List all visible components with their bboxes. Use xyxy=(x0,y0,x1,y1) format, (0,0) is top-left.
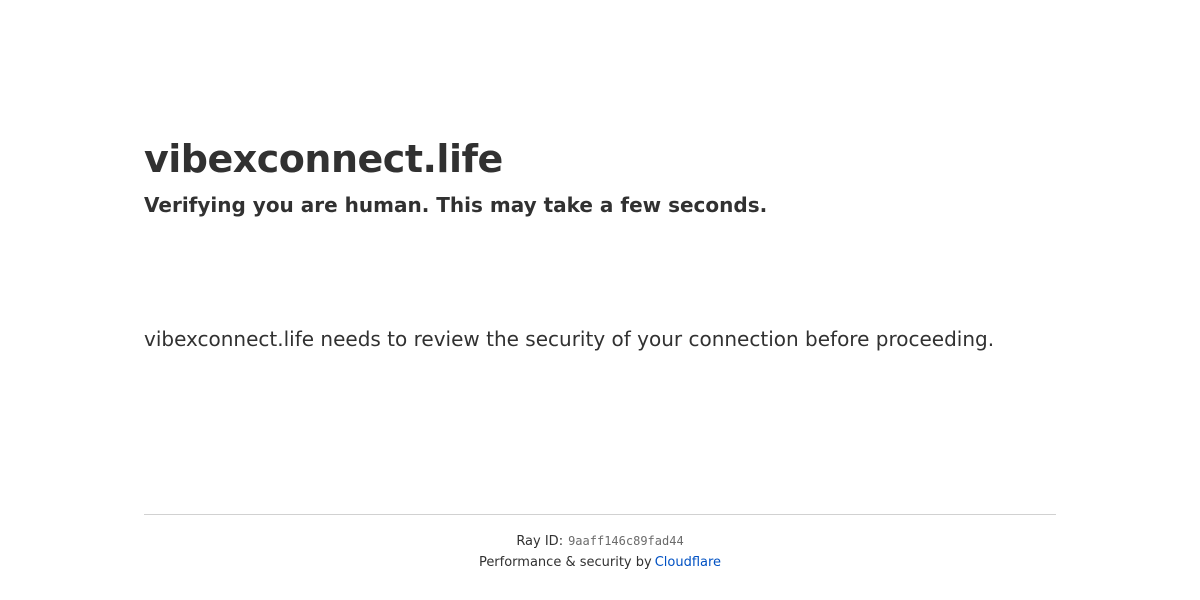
review-message: vibexconnect.life needs to review the security of your connection before proceeding. xyxy=(144,327,995,351)
domain-heading: vibexconnect.life xyxy=(144,137,503,181)
attribution-line xyxy=(0,554,1200,571)
challenge-widget-area xyxy=(144,217,1056,321)
main-content xyxy=(144,0,1056,357)
cloudflare-link[interactable]: Cloudflare xyxy=(654,555,722,570)
ray-id-label: Ray ID: xyxy=(516,534,564,549)
footer-divider xyxy=(144,514,1056,515)
verifying-heading: Verifying you are human. This may take a few seconds. xyxy=(144,193,768,217)
ray-id-line xyxy=(0,533,1200,550)
footer xyxy=(0,514,1200,571)
ray-id-value: 9aaff146c89fad44 xyxy=(568,534,684,548)
attribution-text: Performance & security by xyxy=(478,555,652,570)
